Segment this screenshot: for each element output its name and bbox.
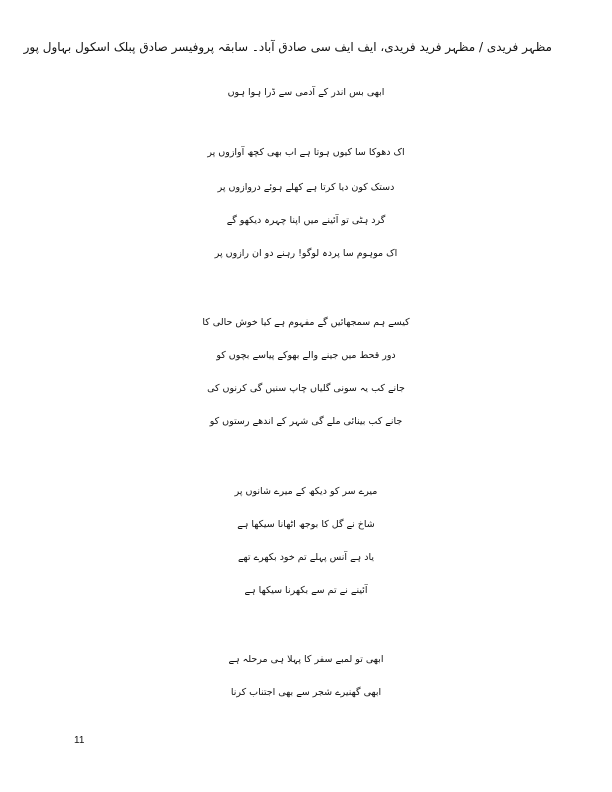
page-header: مظہر فریدی / مظہر فرید فریدی، ایف ایف سی صادق آباد۔ سابقہ پروفیسر صادق پبلک اسکول بہاول پور [23,40,552,54]
poem-title: ابھی بس اندر کے آدمی سے ڈرا ہوا ہوں [227,87,385,98]
stanza-2-line-2: دور قحط میں جینے والے بھوکے پیاسے بچوں کو [216,350,396,361]
stanza-1-line-3: گرد ہٹی تو آئینے میں اپنا چہرہ دیکھو گے [226,215,386,226]
stanza-2-line-3: جانے کب یہ سونی گلیاں چاپ سنیں گی کرنوں کی [207,383,405,394]
stanza-4-line-1: ابھی تو لمبے سفر کا پہلا ہی مرحلہ ہے [228,654,384,665]
stanza-3-line-3: یاد ہے آنس پہلے تم خود بکھرے تھے [237,552,374,563]
stanza-2-line-1: کیسے ہم سمجھائیں گے مفہوم ہے کیا خوش حالی کا [202,317,410,328]
stanza-1-line-4: اک موہوم سا پردہ لوگو! رہنے دو ان رازوں پر [214,248,398,259]
stanza-1-line-1: اک دھوکا سا کیوں ہوتا ہے اب بھی کچھ آوازوں پر [207,147,405,158]
stanza-3-line-1: میرے سر کو دیکھ کے میرے شانوں پر [234,486,378,497]
page-number: 11 [74,735,85,746]
stanza-3-line-4: آئینے نے تم سے بکھرنا سیکھا ہے [244,585,368,596]
stanza-2-line-4: جانے کب بینائی ملے گی شہر کے اندھے رستوں کو [209,416,403,427]
stanza-3-line-2: شاخ نے گل کا بوجھ اٹھانا سیکھا ہے [237,519,375,530]
stanza-1-line-2: دستک کون دیا کرتا ہے کھلے ہوئے دروازوں پر [217,182,395,193]
stanza-4-line-2: ابھی گھنیرے شجر سے بھی اجتناب کرنا [230,687,382,698]
